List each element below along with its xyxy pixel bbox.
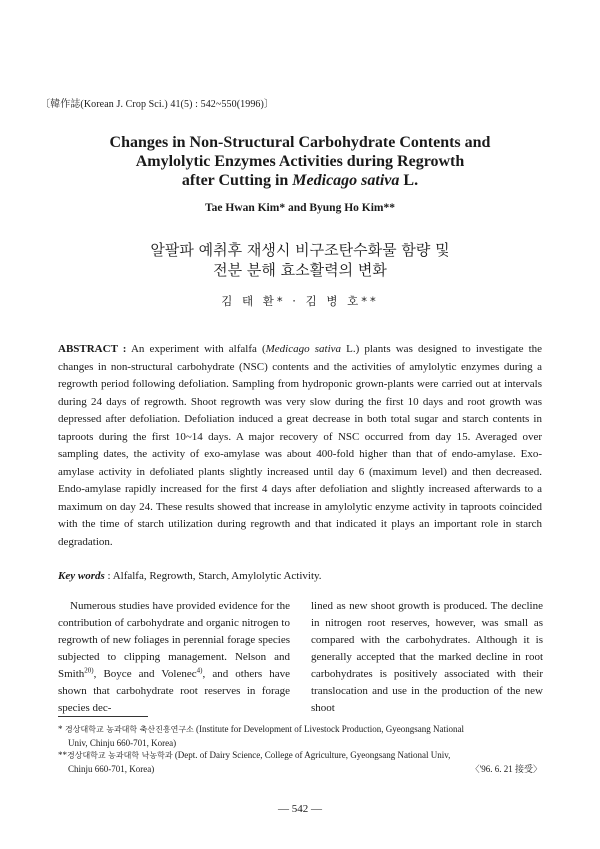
footnote-2: **경상대학교 농과대학 낙농학과 (Dept. of Dairy Science, College of Agriculture, Gyeongsang National Univ, (58, 750, 451, 760)
abstract-label: ABSTRACT : (58, 343, 127, 355)
korean-title-line-2: 전분 분해 효소활력의 변화 (213, 261, 387, 279)
received-date: 〈'96. 6. 21 接受〉 (470, 763, 542, 774)
species-name: Medicago sativa (292, 172, 400, 189)
journal-citation: 〔韓作誌(Korean J. Crop Sci.) 41(5) : 542~550(1996)〕 (40, 99, 275, 110)
body-column-right: lined as new shoot growth is produced. The decline in nitrogen root reserves, however, was small as compared with the carbohydrates. Although it is generally accepted that the marked decline in root carbohydrates is positively associated with their translocation and use in the production of the new shoot (311, 600, 543, 714)
page-number: — 542 — (278, 803, 322, 815)
footnotes (58, 723, 542, 775)
authors-korean: 김 태 환* · 김 병 호** (221, 294, 379, 308)
body-column-left: Numerous studies have provided evidence for the contribution of carbohydrate and organic nitrogen to regrowth of new foliages in perennial forage species subjected to clipping management. Nelson and Smith$^{20)}$, Boyce and Volenec$^{4)}$, and others have shown that carbohydrate root reserves in forage species dec- (58, 600, 290, 714)
abstract-species: Medicago sativa (265, 343, 342, 355)
keywords-label: Key words (58, 570, 105, 582)
footnote-divider (58, 716, 148, 717)
article-title (40, 133, 560, 190)
title-line-1: Changes in Non-Structural Carbohydrate Contents and (109, 134, 491, 151)
abstract: ABSTRACT : An experiment with alfalfa (Medicago sativa L.) plants was designed to investigate the changes in non-structural carbohydrate (NSC) contents and the activities of amylolytic enzymes during a regrowth period following defoliation. Sampling from hydroponic grown-plants were carried out at intervals during 24 days of regrowth. Shoot regrowth was very slow during the first 10 days and root growth was depressed after defoliation. Defoliation induced a great decrease in both total sugar and starch contents in taproots during the first 10~14 days. A major recovery of NSC occurred from day 15. Averaged over sampling dates, the activity of exo-amylase was about 400-fold higher than that of endo-amylase. Exo-amylase activity in defoliated plants slightly increased until day 6 (maximum level) and then decreased. Endo-amylase rapidly increased for the first 4 days after defoliation and slightly increased afterwards to a maximum on day 24. These results showed that increase in amylolytic enzyme activity in taproots coincided with the time of starch utilization during regrowth and that indicated it plays an important role in starch degradation. (58, 343, 543, 548)
title-line-2: Amylolytic Enzymes Activities during Regrowth (135, 153, 465, 170)
reference-20: 20) (84, 666, 94, 675)
title-line-3: after Cutting in Medicago sativa L. (181, 172, 419, 189)
korean-title-line-1: 알팔파 예취후 재생시 비구조탄수화물 함량 및 (150, 241, 450, 259)
korean-title (40, 240, 560, 280)
keywords (58, 570, 542, 582)
keywords-text: : Alfalfa, Regrowth, Starch, Amylolytic Activity. (104, 570, 322, 582)
reference-4: 4) (196, 666, 203, 675)
authors-english: Tae Hwan Kim* and Byung Ho Kim** (204, 202, 395, 214)
footnote-1-cont: Univ, Chinju 660-701, Korea) (68, 737, 177, 748)
footnote-2-cont: Chinju 660-701, Korea) 〈'96. 6. 21 接受〉 (68, 763, 542, 774)
footnote-1: * 경상대학교 농과대학 축산진흥연구소 (Institute for Development of Livestock Production, Gyeongsang National (58, 724, 464, 734)
